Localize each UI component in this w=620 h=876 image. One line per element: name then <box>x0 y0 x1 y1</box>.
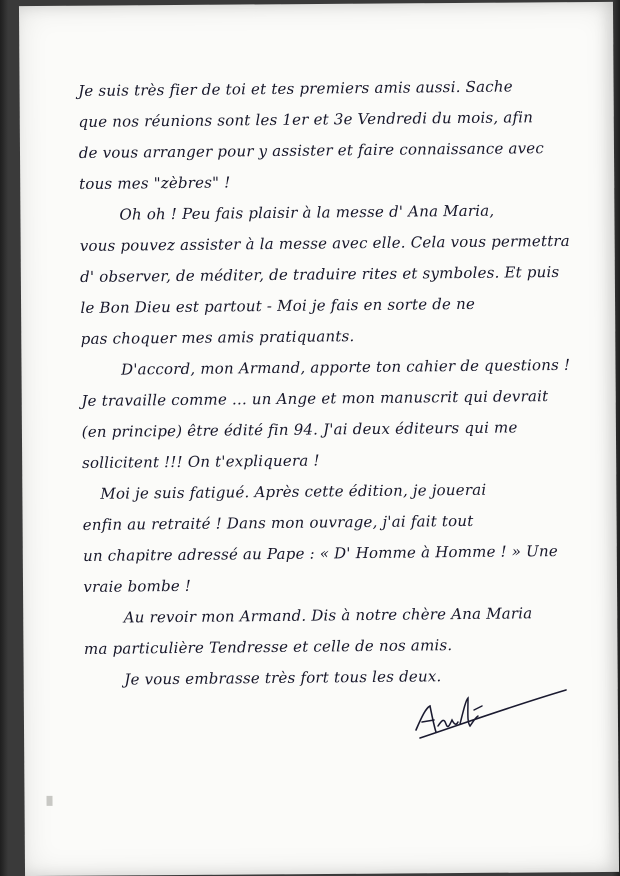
letter-line: Moi je suis fatigué. Après cette édition, je jouerai <box>100 480 487 503</box>
letter-line: sollicitent !!! On t'expliquera ! <box>81 451 320 472</box>
letter-line: d' observer, de méditer, de traduire rites et symboles. Et puis <box>80 262 560 286</box>
letter-line: ma particulière Tendresse et celle de nos amis. <box>83 636 453 658</box>
letter-body <box>78 71 584 696</box>
letter-line: un chapitre adressé au Pape : « D' Homme à Homme ! » Une <box>82 542 558 565</box>
letter-line: tous mes "zèbres" ! <box>79 173 231 193</box>
letter-line: D'accord, mon Armand, apporte ton cahier de questions ! <box>120 355 571 379</box>
letter-line: vraie bombe ! <box>83 576 192 596</box>
letter-line: que nos réunions sont les 1er et 3e Vendredi du mois, afin <box>78 108 534 131</box>
letter-line: Oh oh ! Peu fais plaisir à la messe d' Ana Maria, <box>119 201 495 224</box>
paper-mark <box>46 796 52 806</box>
letter-line: de vous arranger pour y assister et faire connaissance avec <box>78 139 545 162</box>
signature-drawing <box>412 686 572 746</box>
letter-line: pas choquer mes amis pratiquants. <box>80 327 355 348</box>
signature <box>412 686 572 746</box>
letter-line: Au revoir mon Armand. Dis à notre chère Ana Maria <box>123 604 533 627</box>
letter-line: (en principe) être édité fin 94. J'ai deux éditeurs qui me <box>81 418 518 441</box>
letter-line: enfin au retraité ! Dans mon ouvrage, j'ai fait tout <box>82 511 474 534</box>
letter-line: Je suis très fier de toi et tes premiers amis aussi. Sache <box>78 77 513 100</box>
letter-line: Je vous embrasse très fort tous les deux. <box>124 667 442 689</box>
letter-line: Je travaille comme ... un Ange et mon manuscrit qui devrait <box>81 387 549 410</box>
letter-line: vous pouvez assister à la messe avec elle. Cela vous permettra <box>79 231 571 255</box>
letter-line: le Bon Dieu est partout - Moi je fais en sorte de ne <box>80 294 476 317</box>
